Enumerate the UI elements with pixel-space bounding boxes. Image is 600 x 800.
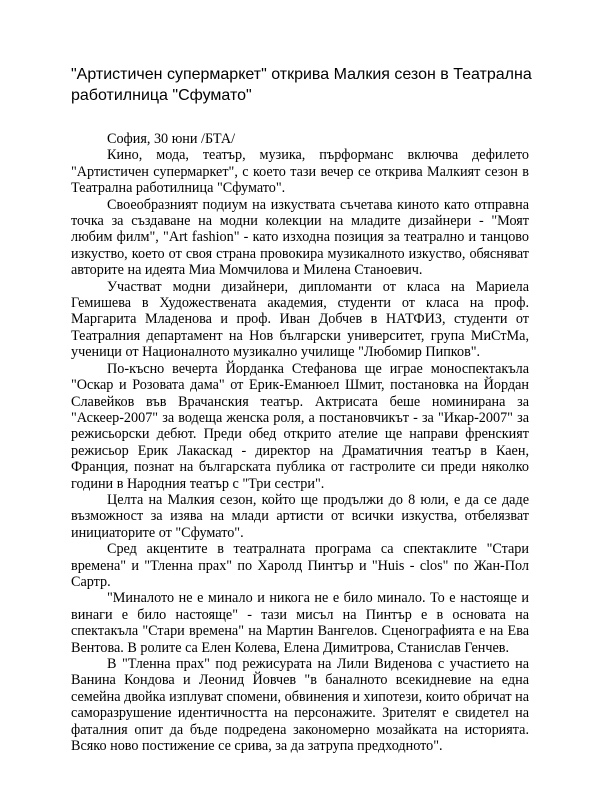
article-body <box>71 131 529 754</box>
paragraph: Участват модни дизайнери, дипломанти от класа на Мариела Гемишева в Художествената академия, студенти от класа на проф. Маргарита Младенова и проф. Иван Добчев в НАТФИЗ, студенти от Театралния департамент на Нов български университет, група МиСтМа, ученици от Националното музикално училище "Любомир Пипков". <box>71 278 529 361</box>
paragraph: Сред акцентите в театралната програма са спектаклите "Стари времена" и "Тленна прах" по Харолд Пинтър и "Huis - clos" по Жан-Пол Сартр. <box>71 541 529 590</box>
article-title: "Артистичен супермаркет" открива Малкия сезон в Театрална работилница "Сфумато" <box>71 66 532 104</box>
paragraph: "Миналото не е минало и никога не е било минало. То е настояще и винаги е било настояще" - тази мисъл на Пинтър е в основата на спектакъла "Стари времена" на Мартин Вангелов. Сценографията е на Ева Вентова. В ролите са Елен Колева, Елена Димитрова, Станислав Генчев. <box>71 590 529 656</box>
paragraph: Своеобразният подиум на изкуствата съчетава киното като отправна точка за създаване на модни колекции на младите дизайнери - "Моят любим филм", "Art fashion" - като изходна позиция за театрално и танцово изкуство, което от своя страна провокира музикалното изкуство, обясняват авторите на идеята Миа Момчилова и Милена Станоевич. <box>71 196 529 279</box>
dateline: София, 30 юни /БТА/ <box>107 131 236 147</box>
paragraph: По-късно вечерта Йорданка Стефанова ще играе моноспектакъла "Оскар и Розовата дама" от Ерик-Еманюел Шмит, постановка на Йордан Славейков във Врачанския театър. Актрисата беше номинирана за "Аскеер-2007" за водеща женска роля, а постановчикът - за "Икар-2007" за режисьорски дебют. Преди обед открито ателие ще направи френският режисьор Ерик Лакаскад - директор на Драматичния театър в Каен, Франция, познат на българската публика от гастролите си преди няколко години в Народния театър с "Три сестри". <box>71 360 529 492</box>
paragraph: В "Тленна прах" под режисурата на Лили Виденова с участието на Ванина Кондова и Леонид Йовчев "в баналното всекидневие на една семейна двойка изплуват спомени, обвинения и хипотези, които обричат на саморазрушение идентичността на персонажите. Зрителят е свидетел на фаталния опит да бъде подредена закономерно мозайката на историята. Всяко ново постижение се срива, за да затрупа предходното". <box>71 656 529 755</box>
paragraph: Кино, мода, театър, музика, пърформанс включва дефилето "Артистичен супермаркет", с което тази вечер се открива Малкият сезон в Театрална работилница "Сфумато". <box>71 147 529 197</box>
paragraph: Целта на Малкия сезон, който ще продължи до 8 юли, е да се даде възможност за изява на млади артисти от всички изкуства, отбелязват инициаторите от "Сфумато". <box>71 491 529 541</box>
